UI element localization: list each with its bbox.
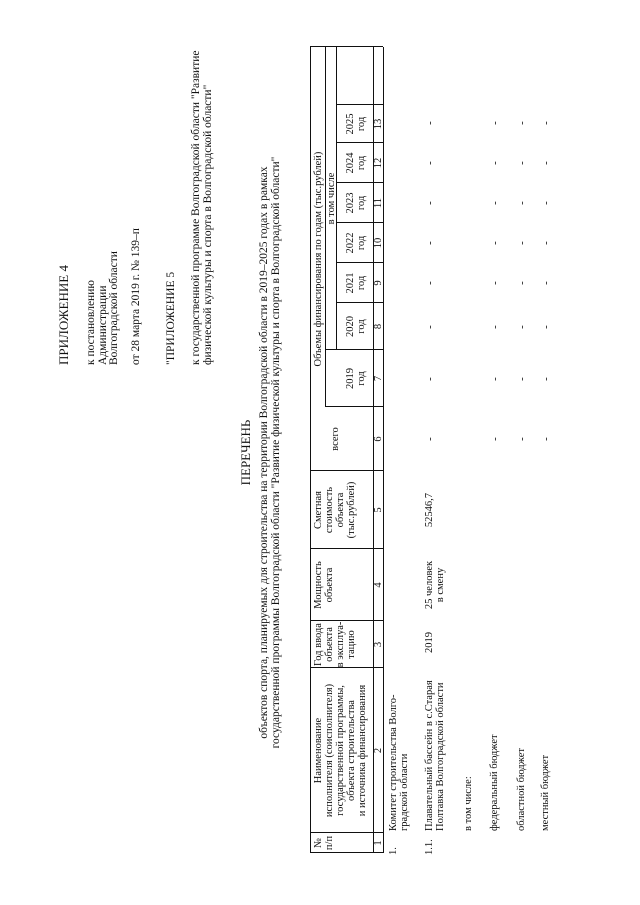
header-year-2021: 2021 год bbox=[345, 272, 367, 294]
row-1-1-2020: - bbox=[424, 325, 436, 329]
appendix5-line-2: физической культуры и спорта в Волгоградской области" bbox=[202, 84, 214, 365]
appendix-title: ПРИЛОЖЕНИЕ 4 bbox=[56, 265, 71, 365]
col-number: 6 bbox=[373, 436, 384, 442]
row-1-1-total: - bbox=[424, 437, 436, 441]
header-name: Наименование исполнителя (соисполнителя) государственной программы, объекта строительства и источника финансирования bbox=[313, 683, 368, 818]
row-regional-label: областной бюджет bbox=[516, 748, 527, 831]
appendix-line-3: Волгоградской области bbox=[108, 251, 120, 365]
row-federal-total: - bbox=[489, 437, 501, 441]
row-regional-total: - bbox=[516, 437, 528, 441]
row-1-1-cost: 52546,7 bbox=[424, 492, 435, 528]
row-local-2023: - bbox=[540, 201, 552, 205]
col-number: 2 bbox=[373, 747, 384, 754]
col-number: 10 bbox=[373, 237, 384, 249]
header-year-2025: 2025 год bbox=[345, 113, 367, 135]
header-year-2019: 2019 год bbox=[345, 368, 367, 389]
col-number: 5 bbox=[373, 507, 384, 513]
row-federal-2021: - bbox=[489, 281, 501, 285]
appendix-line-1: к постановлению bbox=[85, 280, 97, 365]
appendix5-line-1: к государственной программе Волгоградской области "Развитие bbox=[190, 50, 202, 365]
row-local-2025: - bbox=[540, 121, 552, 125]
row-1-name: Комитет строительства Волго- градской области bbox=[388, 694, 410, 831]
row-1-1-2019: - bbox=[424, 377, 436, 381]
row-federal-2022: - bbox=[489, 241, 501, 245]
row-1-1-2021: - bbox=[424, 281, 436, 285]
row-1-1-capacity: 25 человек в смену bbox=[424, 560, 446, 610]
row-1-1-2024: - bbox=[424, 161, 436, 165]
col-number: 7 bbox=[373, 375, 384, 382]
col-number: 13 bbox=[373, 118, 384, 130]
row-1-1-year: 2019 bbox=[424, 632, 435, 653]
row-1-1-2025: - bbox=[424, 121, 436, 125]
appendix5-title: "ПРИЛОЖЕНИЕ 5 bbox=[165, 271, 177, 365]
row-federal-2025: - bbox=[489, 121, 501, 125]
col-number: 8 bbox=[373, 323, 384, 330]
row-federal-label: федеральный бюджет bbox=[489, 734, 500, 831]
row-1-1-2022: - bbox=[424, 241, 436, 245]
header-year-2024: 2024 год bbox=[345, 152, 367, 174]
header-year: Год ввода объекта в эксплуа- тацию bbox=[313, 621, 357, 668]
row-local-2024: - bbox=[540, 161, 552, 165]
row-including-label: в том числе: bbox=[463, 776, 474, 831]
header-cost: Сметная стоимость объекта (тыс.рублей) bbox=[313, 481, 357, 539]
row-regional-2022: - bbox=[516, 241, 528, 245]
row-federal-2019: - bbox=[489, 377, 501, 381]
row-regional-2024: - bbox=[516, 161, 528, 165]
row-regional-2019: - bbox=[516, 377, 528, 381]
row-1-1-num: 1.1. bbox=[424, 839, 435, 855]
row-local-2019: - bbox=[540, 377, 552, 381]
row-local-2022: - bbox=[540, 241, 552, 245]
col-number: 11 bbox=[373, 197, 384, 209]
col-number: 9 bbox=[373, 280, 384, 286]
document-subtitle-2: государственной программы Волгоградской области "Развитие физической культуры и спорта в Волгоградской области" bbox=[270, 156, 282, 749]
row-federal-2020: - bbox=[489, 325, 501, 329]
document-subtitle-1: объектов спорта, планируемых для строительства на территории Волгоградской области в 2019–2025 годах в рамках bbox=[258, 166, 270, 739]
header-including: в том числе bbox=[326, 172, 337, 225]
header-year-2020: 2020 год bbox=[345, 316, 367, 337]
row-local-2020: - bbox=[540, 325, 552, 329]
appendix-line-2: Администрации bbox=[97, 285, 109, 365]
col-number: 12 bbox=[373, 157, 384, 169]
row-federal-2024: - bbox=[489, 161, 501, 165]
row-local-total: - bbox=[540, 437, 552, 441]
row-regional-2020: - bbox=[516, 325, 528, 329]
header-year-2023: 2023 год bbox=[345, 192, 367, 214]
col-number: 1 bbox=[373, 840, 384, 846]
row-regional-2025: - bbox=[516, 121, 528, 125]
col-number: 4 bbox=[373, 582, 384, 588]
row-1-1-name: Плавательный бассейн в с.Старая Полтавка Волгоградской области bbox=[424, 680, 446, 831]
appendix-date-line: от 28 марта 2019 г. № 139–п bbox=[130, 228, 142, 365]
header-capacity: Мощность объекта bbox=[313, 561, 335, 609]
header-num: № п/п bbox=[313, 835, 335, 851]
row-1-num: 1. bbox=[388, 847, 399, 855]
header-funding: Объемы финансирования по годам (тыс.рублей) bbox=[313, 151, 324, 367]
row-regional-2023: - bbox=[516, 201, 528, 205]
row-regional-2021: - bbox=[516, 281, 528, 285]
row-federal-2023: - bbox=[489, 201, 501, 205]
header-total: всего bbox=[330, 427, 341, 451]
row-1-1-2023: - bbox=[424, 201, 436, 205]
col-number: 3 bbox=[373, 641, 384, 648]
row-local-2021: - bbox=[540, 281, 552, 285]
header-year-2022: 2022 год bbox=[345, 232, 367, 254]
row-local-label: местный бюджет bbox=[540, 754, 551, 831]
document-title: ПЕРЕЧЕНЬ bbox=[238, 419, 253, 486]
